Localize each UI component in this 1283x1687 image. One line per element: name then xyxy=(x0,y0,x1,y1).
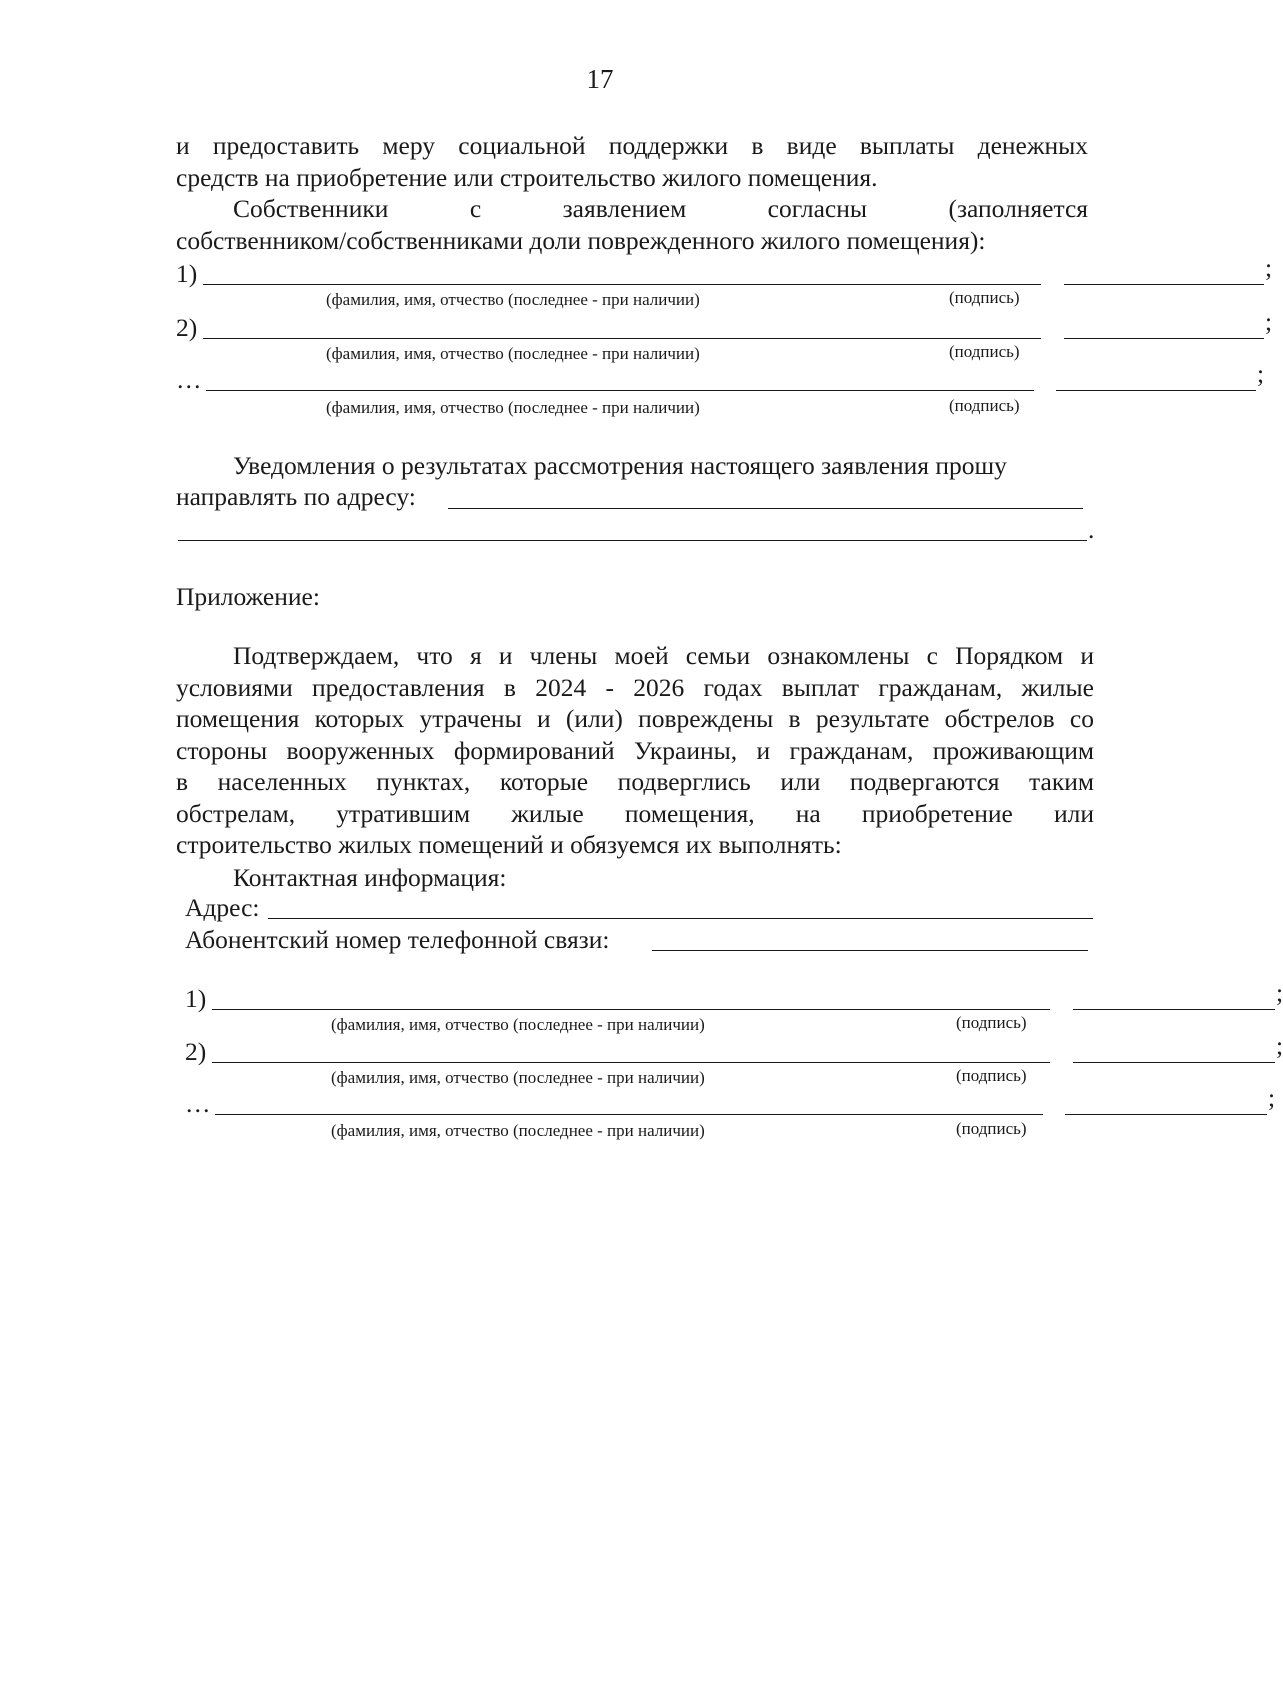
notification-address-field-line-1[interactable] xyxy=(448,508,1083,509)
confirmation-line-2: условиями предоставления в 2024 - 2026 годах выплат гражданам, жилые xyxy=(176,672,1094,702)
family-signature-row-3 xyxy=(185,1083,1276,1118)
signature-field-line[interactable] xyxy=(1073,1009,1275,1010)
name-field-line[interactable] xyxy=(212,1009,1050,1010)
signature-field-line[interactable] xyxy=(1073,1062,1275,1063)
page-number: 17 xyxy=(586,64,614,94)
row-end-mark: ; xyxy=(1257,359,1265,388)
confirmation-line-4: стороны вооруженных формирований Украины, и гражданам, проживающим xyxy=(176,735,1094,765)
row-end-mark: ; xyxy=(1276,978,1283,1007)
name-field-line[interactable] xyxy=(215,1114,1043,1115)
signature-field-line[interactable] xyxy=(1064,284,1264,285)
owners-paragraph xyxy=(176,193,1088,256)
confirmation-line-3: помещения которых утрачены и (или) повреждены в результате обстрелов со xyxy=(176,704,1094,733)
signature-caption: (подпись) xyxy=(949,288,1020,307)
signature-caption: (подпись) xyxy=(956,1066,1027,1085)
notification-paragraph xyxy=(176,450,1088,482)
row-end-mark: ; xyxy=(1265,307,1273,336)
owner-signature-row-2 xyxy=(176,307,1273,342)
notification-address-row xyxy=(176,482,416,512)
confirmation-line-5: в населенных пунктах, которые подверглись или подвергаются таким xyxy=(176,767,1094,796)
notification-address-label: направлять по адресу: xyxy=(176,482,416,511)
row-number: 1) xyxy=(176,259,198,288)
name-caption: (фамилия, имя, отчество (последнее - при наличии) xyxy=(331,1015,705,1034)
confirmation-line-1: Подтверждаем, что я и члены моей семьи ознакомлены с Порядком и xyxy=(233,641,1094,670)
confirmation-line-6: обстрелам, утратившим жилые помещения, на приобретение или xyxy=(176,798,1094,828)
row-number: 2) xyxy=(176,313,198,342)
name-field-line[interactable] xyxy=(203,338,1041,339)
row-end-mark: ; xyxy=(1265,253,1273,282)
notification-end-mark: . xyxy=(1088,515,1095,544)
name-caption: (фамилия, имя, отчество (последнее - при наличии) xyxy=(331,1068,705,1087)
notification-address-field-line-2[interactable] xyxy=(178,540,1087,541)
contact-address-field-line[interactable] xyxy=(268,918,1093,919)
contact-phone-field-line[interactable] xyxy=(652,950,1088,951)
intro-paragraph xyxy=(176,130,1088,193)
signature-caption: (подпись) xyxy=(949,396,1020,415)
signature-field-line[interactable] xyxy=(1065,1114,1267,1115)
owner-signature-row-3 xyxy=(176,359,1265,394)
appendix-label: Приложение: xyxy=(176,582,320,611)
signature-caption: (подпись) xyxy=(956,1013,1027,1032)
name-field-line[interactable] xyxy=(206,390,1034,391)
signature-caption: (подпись) xyxy=(956,1119,1027,1138)
family-signature-row-1 xyxy=(185,978,1283,1013)
row-number: … xyxy=(185,1089,211,1118)
confirmation-paragraph xyxy=(176,640,1094,861)
name-caption: (фамилия, имя, отчество (последнее - при наличии) xyxy=(326,290,700,309)
intro-line-1: и предоставить меру социальной поддержки в виде выплаты денежных xyxy=(176,131,1088,160)
contact-phone-label: Абонентский номер телефонной связи: xyxy=(185,925,610,954)
name-field-line[interactable] xyxy=(203,284,1041,285)
row-number: … xyxy=(176,365,202,394)
owners-line-1: Собственники с заявлением согласны (заполняется xyxy=(233,194,1088,223)
name-field-line[interactable] xyxy=(212,1062,1050,1063)
family-signature-row-2 xyxy=(185,1031,1283,1066)
intro-line-2: средств на приобретение или строительство жилого помещения. xyxy=(176,162,878,192)
contact-heading-text: Контактная информация: xyxy=(233,863,507,892)
name-caption: (фамилия, имя, отчество (последнее - при наличии) xyxy=(326,398,700,417)
owners-line-2: собственником/собственниками доли поврежденного жилого помещения): xyxy=(176,225,986,255)
owner-signature-row-1 xyxy=(176,253,1273,288)
name-caption: (фамилия, имя, отчество (последнее - при наличии) xyxy=(331,1121,705,1140)
contact-address-label: Адрес: xyxy=(185,893,260,922)
row-end-mark: ; xyxy=(1268,1083,1276,1112)
row-number: 2) xyxy=(185,1037,207,1066)
contact-heading xyxy=(176,862,1088,894)
signature-caption: (подпись) xyxy=(949,342,1020,361)
signature-field-line[interactable] xyxy=(1064,338,1264,339)
name-caption: (фамилия, имя, отчество (последнее - при наличии) xyxy=(326,344,700,363)
row-end-mark: ; xyxy=(1276,1031,1283,1060)
row-number: 1) xyxy=(185,984,207,1013)
confirmation-line-7: строительство жилых помещений и обязуемся их выполнять: xyxy=(176,830,842,859)
signature-field-line[interactable] xyxy=(1056,390,1256,391)
notification-line-1: Уведомления о результатах рассмотрения настоящего заявления прошу xyxy=(233,451,1007,480)
